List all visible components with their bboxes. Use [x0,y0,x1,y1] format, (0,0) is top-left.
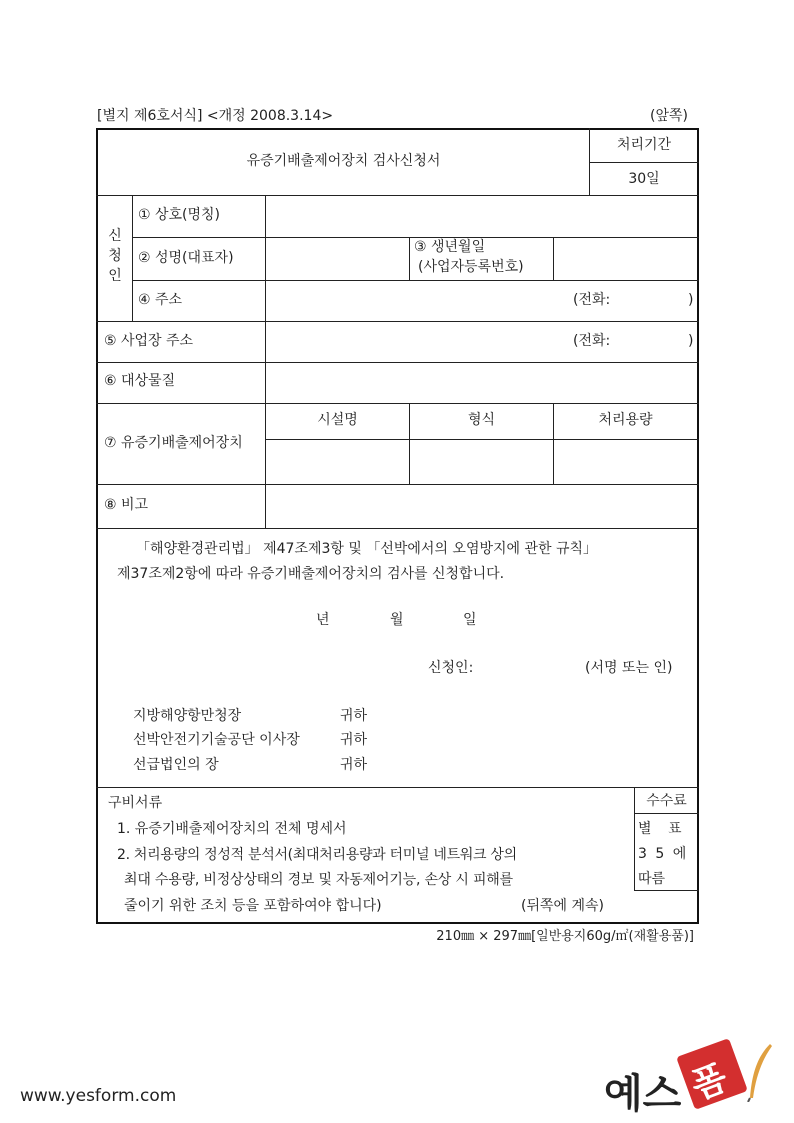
fee-line-3: 따름 [638,871,666,887]
documents-title: 구비서류 [108,795,163,811]
documents-item-2-line-3: 줄이기 위한 조치 등을 포함하여야 합니다) [124,898,382,914]
address-phone-close: ) [688,292,694,308]
site-phone-close: ) [688,333,694,349]
fee-line-1: 별 표 [638,821,682,837]
addressee-name-2: 선박안전기기술공단 이사장 [133,732,300,748]
site-address-label: ⑤ 사업장 주소 [104,333,194,349]
form-title: 유증기배출제어장치 검사신청서 [246,153,441,169]
page-side-label: (앞쪽) [650,108,688,124]
applicant-group-char-3: 인 [108,268,122,284]
applicant-signature-label: 신청인: [428,660,474,676]
address-phone-field[interactable] [622,284,684,318]
addressee-name-3: 선급법인의 장 [133,757,219,773]
fee-line-2: 3 5 에 [638,846,687,862]
addressee-suffix-1: 귀하 [340,708,368,724]
paper-spec: 210㎜ × 297㎜[일반용지60g/㎡(재활용품)] [436,929,694,944]
statement-line-1: 「해양환경관리법」 제47조제3항 및 「선박에서의 오염방지에 관한 규칙」 [136,541,598,557]
device-capacity-field[interactable] [555,441,696,483]
site-phone-label: (전화: [573,333,611,349]
date-month-label: 월 [390,612,404,628]
yesform-logo [604,1057,774,1117]
documents-item-2-line-2: 최대 수용량, 비정상상태의 경보 및 자동제어기능, 손상 시 피해를 [124,872,513,888]
target-substance-label: ⑥ 대상물질 [104,373,176,389]
documents-item-2-line-1: 2. 처리용량의 정성적 분석서(최대처리용량과 터미널 네트워크 상의 [117,847,517,863]
device-col-capacity: 처리용량 [598,412,653,428]
applicant-group-char-2: 청 [108,248,122,264]
addressee-suffix-3: 귀하 [340,757,368,773]
logo-text-main: 예스 [604,1071,682,1117]
signature-note: (서명 또는 인) [585,660,673,676]
address-field[interactable] [267,282,567,320]
birth-date-field[interactable] [555,239,696,279]
form-number-label: [별지 제6호서식] <개정 2008.3.14> [97,108,334,124]
representative-field[interactable] [267,239,408,279]
address-label: ④ 주소 [138,292,183,308]
date-day-label: 일 [463,612,477,628]
quill-icon [744,1042,774,1102]
logo-text-accent: 폼 [686,1057,733,1108]
device-facility-field[interactable] [267,441,408,483]
processing-period-value: 30일 [628,171,660,187]
device-label: ⑦ 유증기배출제어장치 [104,435,243,451]
statement-line-2: 제37조제2항에 따라 유증기배출제어장치의 검사를 신청합니다. [117,566,505,582]
device-col-facility: 시설명 [317,412,358,428]
documents-item-1: 1. 유증기배출제어장치의 전체 명세서 [117,821,347,837]
date-year-label: 년 [316,612,330,628]
remarks-label: ⑧ 비고 [104,497,149,513]
device-col-type: 형식 [467,412,496,428]
business-registration-label: (사업자등록번호) [418,259,524,275]
site-phone-field[interactable] [622,325,684,359]
site-address-field[interactable] [267,323,567,361]
business-name-field[interactable] [267,197,696,236]
addressee-suffix-2: 귀하 [340,732,368,748]
remarks-field[interactable] [267,486,696,527]
addressee-name-1: 지방해양항만청장 [133,708,242,724]
applicant-group-char-1: 신 [108,228,122,244]
device-type-field[interactable] [411,441,552,483]
target-substance-field[interactable] [267,364,696,402]
fee-label: 수수료 [646,793,687,809]
website-url[interactable]: www.yesform.com [20,1086,177,1106]
business-name-label: ① 상호(명칭) [138,207,221,223]
continued-note: (뒤쪽에 계속) [521,898,604,914]
birth-date-label: ③ 생년월일 [414,239,486,255]
representative-label: ② 성명(대표자) [138,250,234,266]
address-phone-label: (전화: [573,292,611,308]
processing-period-label: 처리기간 [616,137,672,153]
